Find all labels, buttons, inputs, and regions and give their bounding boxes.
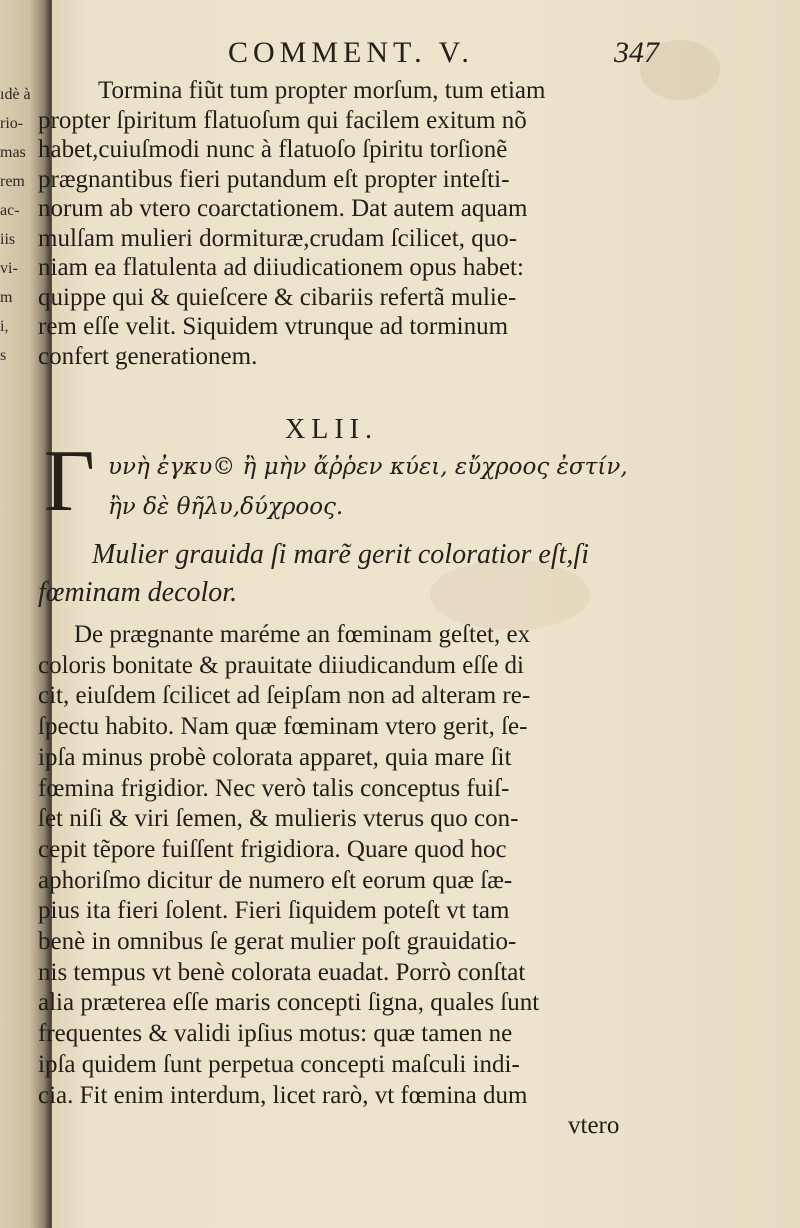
- text-line: niam ea flatulenta ad diiudicationem opus habet:: [38, 254, 524, 281]
- text-line: norum ab vtero coarctationem. Dat autem aquam: [38, 195, 528, 222]
- page-number: 347: [614, 36, 659, 69]
- greek-aphorism-line: ἢν δὲ θῆλυ,δύχροος.: [108, 494, 344, 520]
- latin-translation-line: fœminam decolor.: [38, 577, 238, 608]
- text-line: ipſa quidem ſunt perpetua concepti maſculi indi-: [38, 1050, 520, 1078]
- drop-initial: Γ: [44, 433, 95, 530]
- catchword: vtero: [568, 1112, 620, 1140]
- edge-fragment: s: [0, 347, 7, 364]
- text-line: ſet niſi & viri ſemen, & mulieris vterus quo con-: [38, 805, 519, 833]
- text-line: benè in omnibus ſe gerat mulier poſt grauidatio-: [38, 928, 517, 956]
- paragraph-1: [38, 76, 638, 371]
- edge-fragment: ıdè à: [0, 86, 31, 103]
- text-line: confert generationem.: [38, 342, 258, 370]
- text-line: ſpectu habito. Nam quæ fœminam vtero gerit, ſe-: [38, 713, 528, 741]
- text-line: aphoriſmo dicitur de numero eſt eorum quæ ſæ-: [38, 866, 513, 894]
- edge-fragment: rio-: [0, 115, 24, 132]
- previous-page-edge: [0, 80, 40, 370]
- paragraph-2: [38, 620, 638, 1142]
- text-line: cit, eiuſdem ſcilicet ad ſeipſam non ad alteram re-: [38, 682, 531, 710]
- latin-translation-line: Mulier grauida ſi marẽ gerit coloratior eſt,ſi: [92, 539, 589, 570]
- running-head: COMMENT. V.: [228, 36, 474, 69]
- edge-fragment: i,: [0, 318, 9, 335]
- text-line: Tormina fiũt tum propter morſum, tum etiam: [98, 77, 546, 104]
- text-line: De prægnante maréme an fœminam geſtet, ex: [74, 621, 531, 648]
- text-line: habet,cuiuſmodi nunc à flatuoſo ſpiritu torſionẽ: [38, 136, 508, 163]
- text-line: nis tempus vt benè colorata euadat. Porrò conſtat: [38, 958, 526, 986]
- edge-fragment: ac-: [0, 202, 20, 219]
- text-line: coloris bonitate & prauitate diiudicandum eſſe di: [38, 651, 524, 679]
- aphorism-number: XLII.: [285, 414, 378, 445]
- text-line: fœmina frigidior. Nec verò talis conceptus fuiſ-: [38, 774, 510, 802]
- text-line: cepit tẽpore fuiſſent frigidiora. Quare quod hoc: [38, 835, 507, 863]
- text-line: alia præterea eſſe maris concepti ſigna, quales ſunt: [38, 989, 540, 1017]
- text-line: prægnantibus fieri putandum eſt propter inteſti-: [38, 165, 510, 193]
- text-line: pius ita fieri ſolent. Fieri ſiquidem poteſt vt tam: [38, 897, 510, 925]
- text-line: mulſam mulieri dormituræ,crudam ſcilicet, quo-: [38, 224, 518, 252]
- page-header: [228, 28, 659, 69]
- greek-aphorism-line: υνὴ ἐγκυ© ἢ μὴν ἄῤῥεν κύει, εὔχροος ἐστίν,: [108, 454, 628, 480]
- edge-fragment: mas: [0, 144, 26, 161]
- text-line: frequentes & validi ipſius motus: quæ tamen ne: [38, 1020, 513, 1048]
- edge-fragment: iis: [0, 231, 16, 248]
- text-line: quippe qui & quieſcere & cibariis refertã mulie-: [38, 283, 517, 311]
- edge-fragment: vi-: [0, 260, 18, 277]
- text-line: cia. Fit enim interdum, licet rarò, vt fœmina dum: [38, 1081, 528, 1109]
- edge-fragment: rem: [0, 173, 25, 190]
- text-line: ipſa minus probè colorata apparet, quia mare ſit: [38, 743, 512, 771]
- text-line: rem eſſe velit. Siquidem vtrunque ad torminum: [38, 313, 509, 340]
- edge-fragment: m: [0, 289, 13, 306]
- text-line: propter ſpiritum flatuoſum qui facilem exitum nõ: [38, 106, 527, 134]
